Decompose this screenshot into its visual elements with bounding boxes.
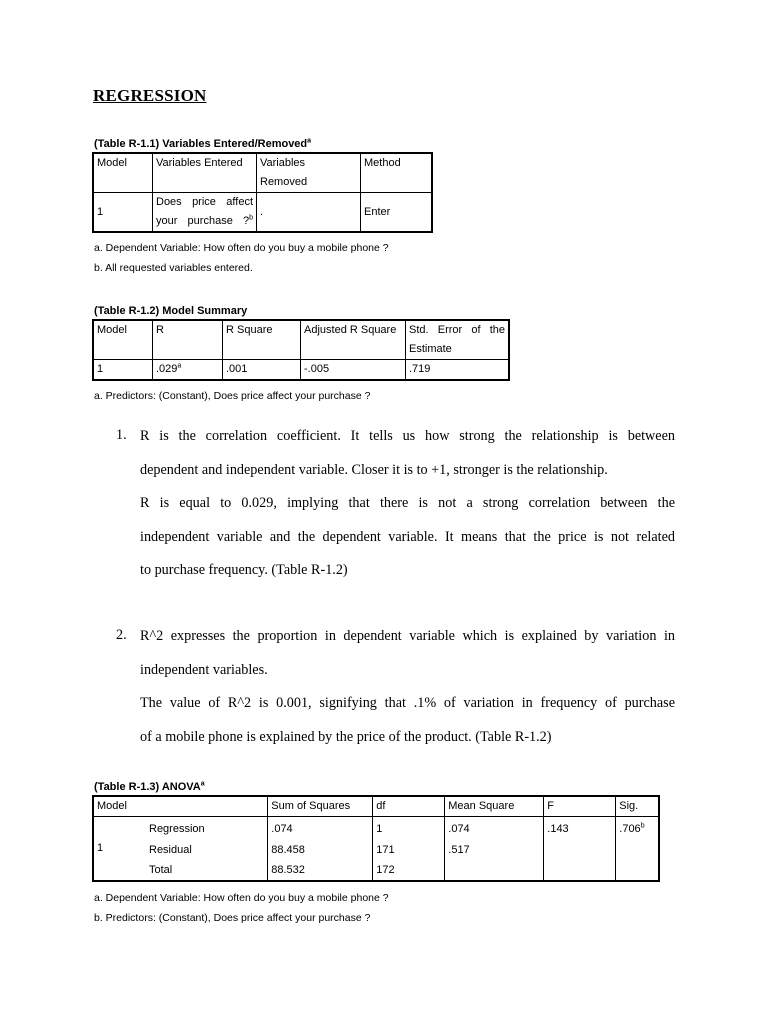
point-1-text [140, 420, 675, 588]
point-1-line-1: R is the correlation coefficient. It tells us how strong the relationship is between [140, 428, 675, 444]
table-row [93, 193, 432, 233]
page-heading: REGRESSION [93, 86, 207, 105]
header-method: Method [361, 153, 433, 193]
cell-sig-sup: b [640, 822, 645, 830]
header-variables-removed-line2: Removed [260, 176, 308, 188]
point-1-number: 1. [116, 427, 127, 443]
header-sum-of-squares: Sum of Squares [268, 796, 373, 817]
table-header-row [93, 796, 659, 817]
table-r13-caption-sup: a [200, 780, 205, 788]
cell-model: 1 [93, 193, 153, 233]
header-std-error-line1: Std. Error of the [409, 324, 505, 336]
table-anova [92, 795, 660, 882]
table-header-row [93, 320, 509, 360]
cell-ss-total: 88.532 [268, 861, 373, 881]
point-1-line-5: to purchase frequency. (Table R-1.2) [140, 562, 348, 578]
cell-ms-residual: .517 [445, 839, 544, 861]
cell-sig-wrap [619, 817, 655, 839]
table-r13-caption [94, 781, 205, 793]
header-variables-entered: Variables Entered [153, 153, 257, 193]
header-adjusted-r-square: Adjusted R Square [301, 320, 406, 360]
cell-ms-total [445, 861, 544, 881]
point-2-line-1: R^2 expresses the proportion in dependent variable which is explained by variation in [140, 628, 675, 644]
header-mean-square: Mean Square [445, 796, 544, 817]
table-r11-note-b: b. All requested variables entered. [94, 262, 253, 274]
cell-adjusted-r-square: -.005 [301, 360, 406, 381]
point-1-line-2: dependent and independent variable. Closer it is to +1, stronger is the relationship. [140, 461, 608, 478]
cell-variables-entered [153, 193, 257, 233]
cell-model: 1 [93, 360, 153, 381]
table-row [93, 360, 509, 381]
header-sig: Sig. [616, 796, 659, 817]
table-r13-caption-text: (Table R-1.3) ANOVA [94, 781, 201, 793]
table-row [93, 817, 659, 840]
cell-row-label-total: Total [146, 861, 268, 881]
table-r11-caption-sup: a [307, 137, 312, 145]
header-std-error [406, 320, 510, 360]
cell-row-label-residual: Residual [146, 839, 268, 861]
cell-ss-residual: 88.458 [268, 839, 373, 861]
table-r11-note-a: a. Dependent Variable: How often do you buy a mobile phone ? [94, 242, 389, 254]
cell-f-regression [544, 817, 616, 882]
cell-r-square: .001 [223, 360, 301, 381]
header-variables-removed [257, 153, 361, 193]
table-r12-note-a: a. Predictors: (Constant), Does price affect your purchase ? [94, 390, 371, 402]
header-df: df [373, 796, 445, 817]
header-f: F [544, 796, 616, 817]
table-r11-caption-text: (Table R-1.1) Variables Entered/Removed [94, 138, 308, 150]
table-r11-caption [94, 138, 311, 150]
cell-df-residual: 171 [373, 839, 445, 861]
cell-variables-removed: . [257, 193, 361, 233]
cell-variables-entered-sup: b [249, 214, 253, 222]
point-2-line-3: The value of R^2 is 0.001, signifying that .1% of variation in frequency of purchase [140, 695, 675, 711]
table-r13-note-a: a. Dependent Variable: How often do you buy a mobile phone ? [94, 892, 389, 904]
point-1-line-4: independent variable and the dependent variable. It means that the price is not related [140, 528, 675, 545]
cell-r-value: .029 [156, 363, 178, 375]
cell-r-sup: a [177, 362, 182, 370]
cell-df-total: 172 [373, 861, 445, 881]
table-header-row [93, 153, 432, 193]
header-r-square: R Square [223, 320, 301, 360]
table-r13-note-b: b. Predictors: (Constant), Does price affect your purchase ? [94, 912, 371, 924]
cell-model: 1 [93, 817, 146, 882]
cell-sig-value: .706 [619, 823, 641, 835]
cell-ss-regression: .074 [268, 817, 373, 840]
header-model: Model [93, 796, 268, 817]
point-2-number: 2. [116, 627, 127, 643]
header-std-error-line2: Estimate [409, 343, 452, 355]
cell-method: Enter [361, 193, 433, 233]
cell-variables-entered-line2-text: your purchase ? [156, 215, 250, 227]
header-variables-removed-line1: Variables [260, 157, 306, 169]
cell-variables-entered-line2 [156, 215, 253, 227]
cell-df-regression: 1 [373, 817, 445, 840]
header-model: Model [93, 153, 153, 193]
cell-row-label-regression: Regression [146, 817, 268, 840]
table-r12-caption: (Table R-1.2) Model Summary [94, 305, 248, 317]
cell-ms-regression: .074 [445, 817, 544, 840]
table-variables-entered-removed [92, 152, 433, 233]
point-2-line-4: of a mobile phone is explained by the price of the product. (Table R-1.2) [140, 728, 552, 745]
cell-r [153, 360, 223, 381]
cell-variables-entered-line1: Does price affect [156, 196, 253, 208]
cell-f-value: .143 [547, 823, 569, 835]
table-model-summary [92, 319, 510, 381]
header-r: R [153, 320, 223, 360]
cell-sig-regression [616, 817, 659, 882]
cell-std-error: .719 [406, 360, 510, 381]
point-2-text [140, 620, 675, 754]
point-2-line-2: independent variables. [140, 661, 268, 678]
header-model: Model [93, 320, 153, 360]
point-1-line-3: R is equal to 0.029, implying that there is not a strong correlation between the [140, 495, 675, 511]
